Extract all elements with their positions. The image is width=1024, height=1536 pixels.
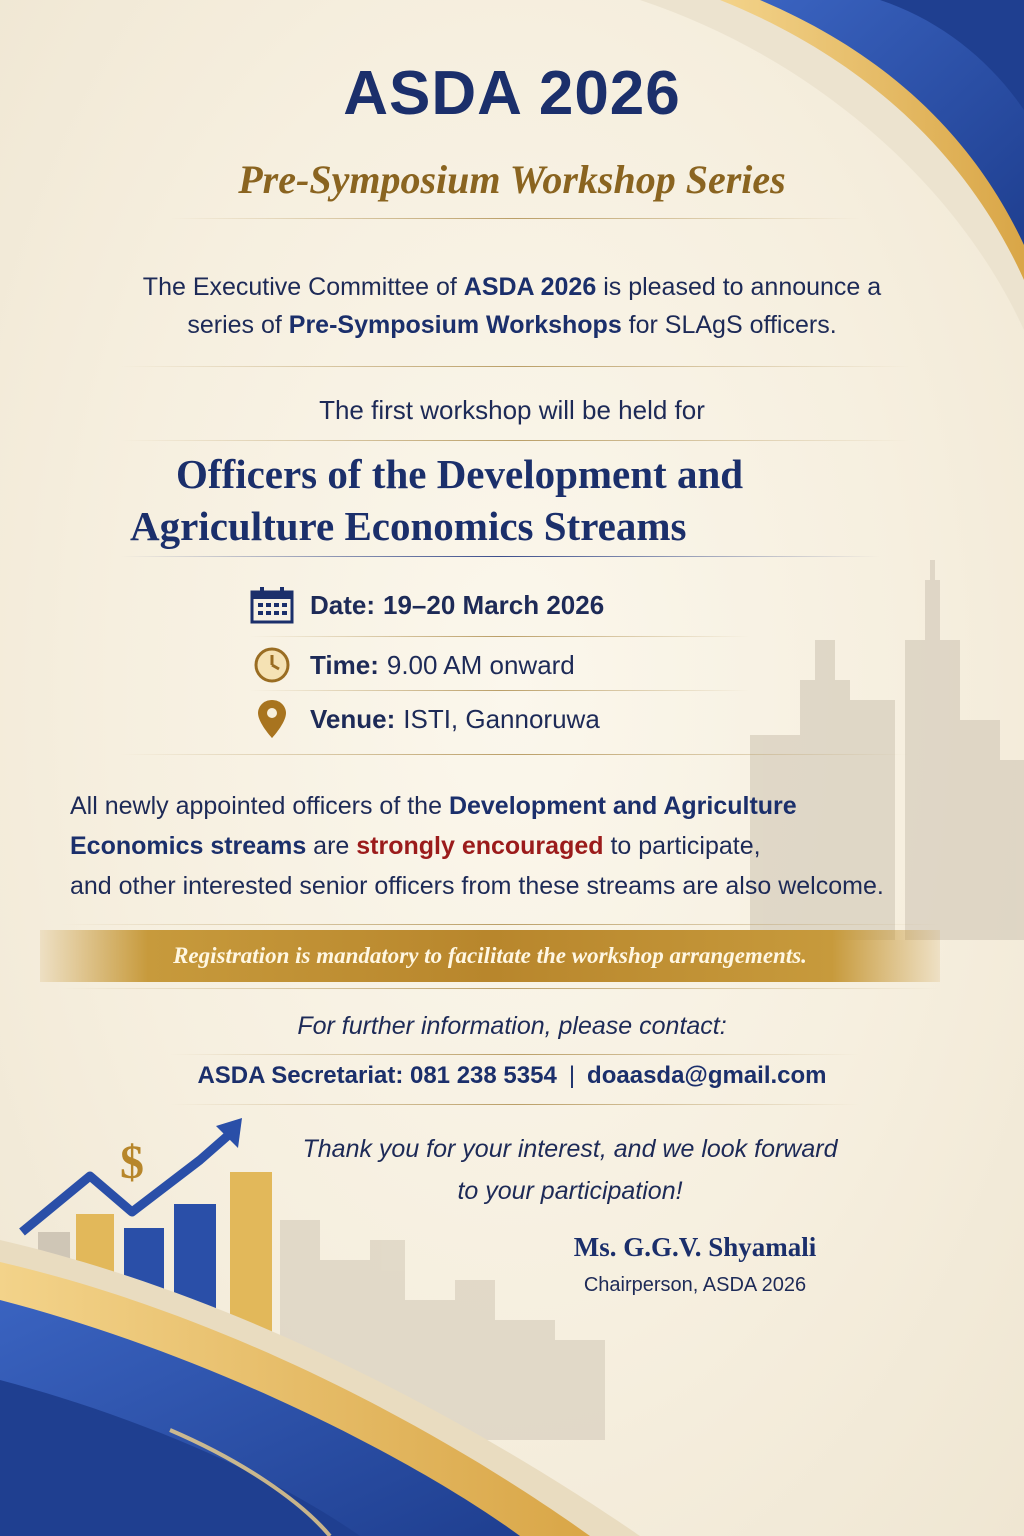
intro-text-part: The Executive Committee of: [142, 273, 464, 301]
contact-email-link[interactable]: doaasda@gmail.com: [587, 1062, 827, 1089]
location-pin-icon: [250, 699, 294, 739]
contact-label: For further information, please contact:: [297, 1012, 727, 1040]
participation-text: All newly appointed officers of the: [70, 792, 449, 820]
date-row: [250, 582, 770, 628]
registration-banner: Registration is mandatory to facilitate the workshop arrangements.: [40, 930, 940, 982]
divider: [170, 218, 860, 219]
secretariat-phone: ASDA Secretariat: 081 238 5354: [197, 1062, 557, 1089]
time-row: [250, 642, 770, 688]
participation-line-3: and other interested senior officers from these streams are also welcome.: [70, 872, 884, 900]
date-value: 19–20 March 2026: [383, 589, 605, 620]
date-label: Date:: [310, 589, 376, 620]
workshop-audience-title: [130, 448, 910, 552]
signatory-name: Ms. G.G.V. Shyamali: [573, 1232, 817, 1262]
closing-line-2: to your participation!: [457, 1177, 683, 1205]
contact-details: [0, 1062, 1024, 1090]
intro-line-2: [0, 306, 1024, 344]
participation-paragraph: [70, 786, 950, 906]
workshop-lead: The first workshop will be held for: [319, 395, 705, 425]
venue-row: [250, 696, 770, 742]
divider: [60, 988, 940, 989]
participation-line-2: [70, 826, 950, 866]
divider: [120, 754, 910, 755]
page-title: ASDA 2026: [343, 59, 681, 128]
venue-label: Venue:: [310, 703, 396, 734]
divider: [250, 690, 750, 691]
intro-text: [0, 268, 1024, 344]
intro-bold: ASDA 2026: [463, 273, 597, 301]
participation-emphasis: Development and Agriculture: [448, 792, 797, 820]
participation-emphasis: Economics streams: [70, 832, 307, 860]
time-value: 9.00 AM onward: [386, 649, 575, 680]
divider: [60, 924, 940, 925]
time-label: Time:: [310, 649, 379, 680]
page-subtitle: Pre-Symposium Workshop Series: [238, 157, 786, 202]
workshop-title-line-2: Agriculture Economics Streams: [130, 503, 687, 549]
participation-text: are: [306, 832, 357, 860]
intro-text-part: series of: [187, 311, 289, 339]
signatory-role: Chairperson, ASDA 2026: [583, 1274, 807, 1296]
venue-value: ISTI, Gannoruwa: [403, 703, 600, 734]
intro-text-part: is pleased to announce a: [596, 273, 882, 301]
intro-text-part: for SLAgS officers.: [621, 311, 837, 339]
divider: [120, 556, 880, 557]
workshop-title-line-1: Officers of the Development and: [176, 451, 744, 497]
intro-bold: Pre-Symposium Workshops: [288, 311, 622, 339]
divider: [120, 366, 910, 367]
participation-highlight: strongly encouraged: [356, 832, 604, 860]
divider: [120, 440, 910, 441]
closing-message: [260, 1128, 880, 1212]
closing-line-1: Thank you for your interest, and we look forward: [302, 1135, 838, 1163]
intro-line-1: [0, 268, 1024, 306]
divider: [170, 1054, 860, 1055]
clock-icon: [250, 645, 294, 685]
calendar-icon: [250, 585, 294, 625]
divider: [170, 1104, 860, 1105]
participation-text: to participate,: [603, 832, 761, 860]
dollar-icon: $: [120, 1136, 144, 1189]
contact-separator: |: [568, 1062, 576, 1089]
participation-line-1: [70, 786, 950, 826]
divider: [250, 636, 750, 637]
